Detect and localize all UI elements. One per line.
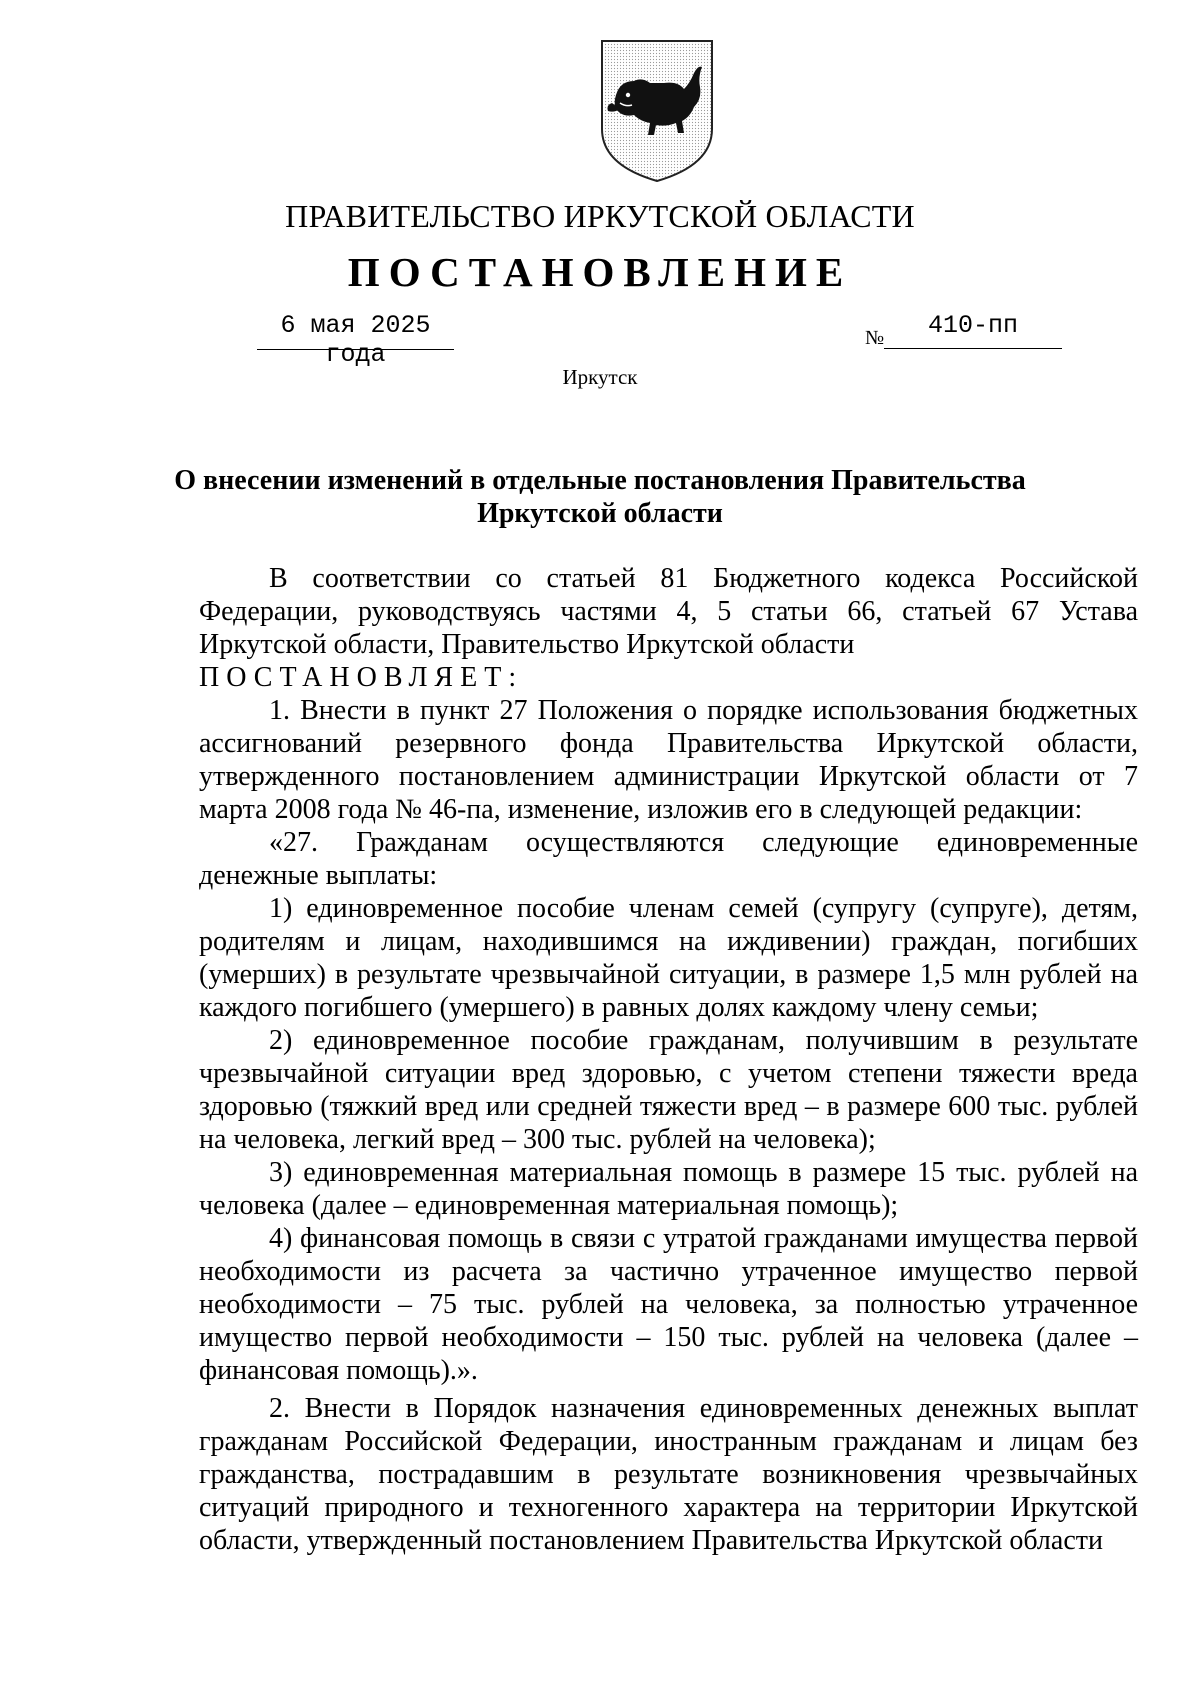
paragraph-item-1: 1. Внести в пункт 27 Положения о порядке использования бюджетных ассигнований резервного фонда Правительства Иркутской области, утвержденного постановлением администрации Иркутской области от 7 марта 2008 года № 46-па, изменение, изложив его в следующей редакции: [199, 695, 1138, 825]
number-field [884, 307, 1062, 349]
paragraph-resolves: ПОСТАНОВЛЯЕТ: [199, 662, 524, 693]
number-value: 410-пп [927, 311, 1018, 340]
title-line-1: О внесении изменений в отдельные постановления Правительства [174, 465, 1026, 496]
date-value: 6 мая 2025 года [280, 311, 431, 369]
paragraph-item-2: 2. Внести в Порядок назначения единовременных денежных выплат гражданам Российской Федерации, иностранным гражданам и лицам без гражданства, пострадавшим в результате возникновения чрезвычайных ситуаций природного и техногенного характера на территории Иркутской области, утвержденный постановлением Правительства Иркутской области [199, 1393, 1138, 1556]
paragraph-preamble: В соответствии со статьей 81 Бюджетного кодекса Российской Федерации, руководствуясь частями 4, 5 статьи 66, статьей 67 Устава Иркутской области, Правительство Иркутской области [199, 563, 1138, 660]
date-field [257, 307, 454, 369]
document-type-heading: ПОСТАНОВЛЕНИЕ [347, 249, 853, 295]
document-body [199, 562, 1138, 1557]
city-label: Иркутск [562, 365, 638, 389]
title-line-2: Иркутской области [477, 498, 723, 529]
paragraph-subitem-2: 2) единовременное пособие гражданам, получившим в результате чрезвычайной ситуации вред здоровью, с учетом степени тяжести вреда здоровью (тяжкий вред или средней тяжести вред – в размере 600 тыс. рублей на человека, легкий вред – 300 тыс. рублей на человека); [199, 1025, 1138, 1155]
paragraph-quote-27: «27. Гражданам осуществляются следующие единовременные денежные выплаты: [199, 827, 1138, 891]
paragraph-subitem-3: 3) единовременная материальная помощь в размере 15 тыс. рублей на человека (далее – единовременная материальная помощь); [199, 1157, 1138, 1221]
number-sign: № [865, 327, 885, 349]
paragraph-subitem-4: 4) финансовая помощь в связи с утратой гражданами имущества первой необходимости из расчета за частично утраченное имущество первой необходимости – 75 тыс. рублей на человека, за полностью утраченное имущество первой необходимости – 150 тыс. рублей на человека (далее – финансовая помощь).». [199, 1223, 1138, 1386]
coat-of-arms-emblem [598, 37, 716, 185]
document-title [0, 464, 1200, 530]
paragraph-subitem-1: 1) единовременное пособие членам семей (супругу (супруге), детям, родителям и лицам, находившимся на иждивении) граждан, погибших (умерших) в результате чрезвычайной ситуации, в размере 1,5 млн рублей на каждого погибшего (умершего) в равных долях каждому члену семьи; [199, 893, 1138, 1023]
government-name: ПРАВИТЕЛЬСТВО ИРКУТСКОЙ ОБЛАСТИ [285, 198, 915, 234]
